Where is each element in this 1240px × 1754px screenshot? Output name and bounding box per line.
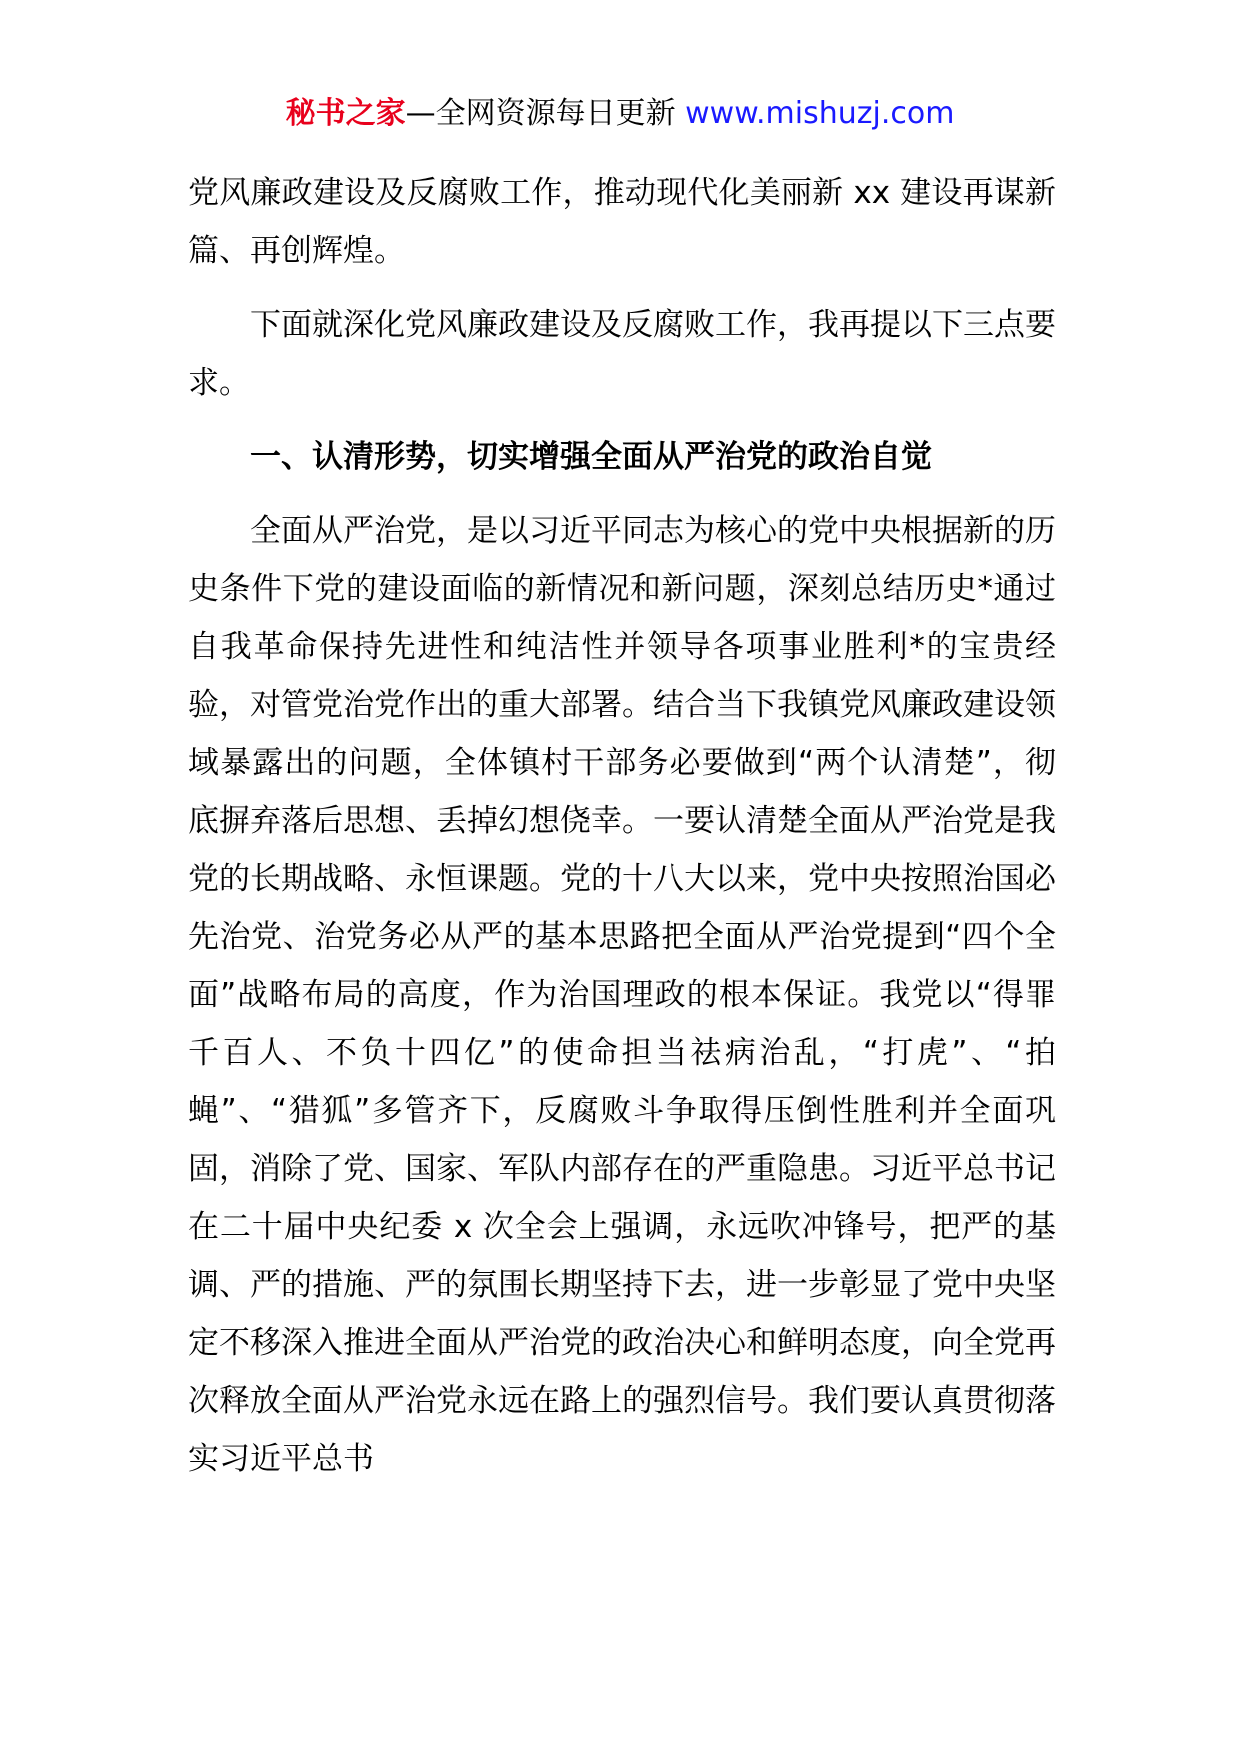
website-link[interactable]: www.mishuzj.com [685, 96, 955, 131]
paragraph-continuation: 党风廉政建设及反腐败工作，推动现代化美丽新 xx 建设再谋新篇、再创辉煌。 [188, 175, 1056, 269]
document-body [188, 164, 1056, 1504]
brand-name: 秘书之家 [285, 96, 406, 131]
header-tagline: —全网资源每日更新 [405, 96, 686, 131]
paragraph-intro: 下面就深化党风廉政建设及反腐败工作，我再提以下三点要求。 [188, 307, 1056, 401]
paragraph-main: 全面从严治党，是以习近平同志为核心的党中央根据新的历史条件下党的建设面临的新情况和新问题，深刻总结历史*通过自我革命保持先进性和纯洁性并领导各项事业胜利*的宝贵经验，对管党治党作出的重大部署。结合当下我镇党风廉政建设领域暴露出的问题，全体镇村干部务必要做到“两个认清楚”，彻底摒弃落后思想、丢掉幻想侥幸。一要认清楚全面从严治党是我党的长期战略、永恒课题。党的十八大以来，党中央按照治国必先治党、治党务必从严的基本思路把全面从严治党提到“四个全面”战略布局的高度，作为治国理政的根本保证。我党以“得罪千百人、不负十四亿”的使命担当祛病治乱，“打虎”、“拍蝇”、“猎狐”多管齐下，反腐败斗争取得压倒性胜利并全面巩固，消除了党、国家、军队内部存在的严重隐患。习近平总书记在二十届中央纪委 x 次全会上强调，永远吹冲锋号，把严的基调、严的措施、严的氛围长期坚持下去，进一步彰显了党中央坚定不移深入推进全面从严治党的政治决心和鲜明态度，向全党再次释放全面从严治党永远在路上的强烈信号。我们要认真贯彻落实习近平总书 [188, 513, 1056, 1477]
section-heading: 一、认清形势，切实增强全面从严治党的政治自觉 [250, 439, 932, 475]
page-header [0, 94, 1240, 134]
